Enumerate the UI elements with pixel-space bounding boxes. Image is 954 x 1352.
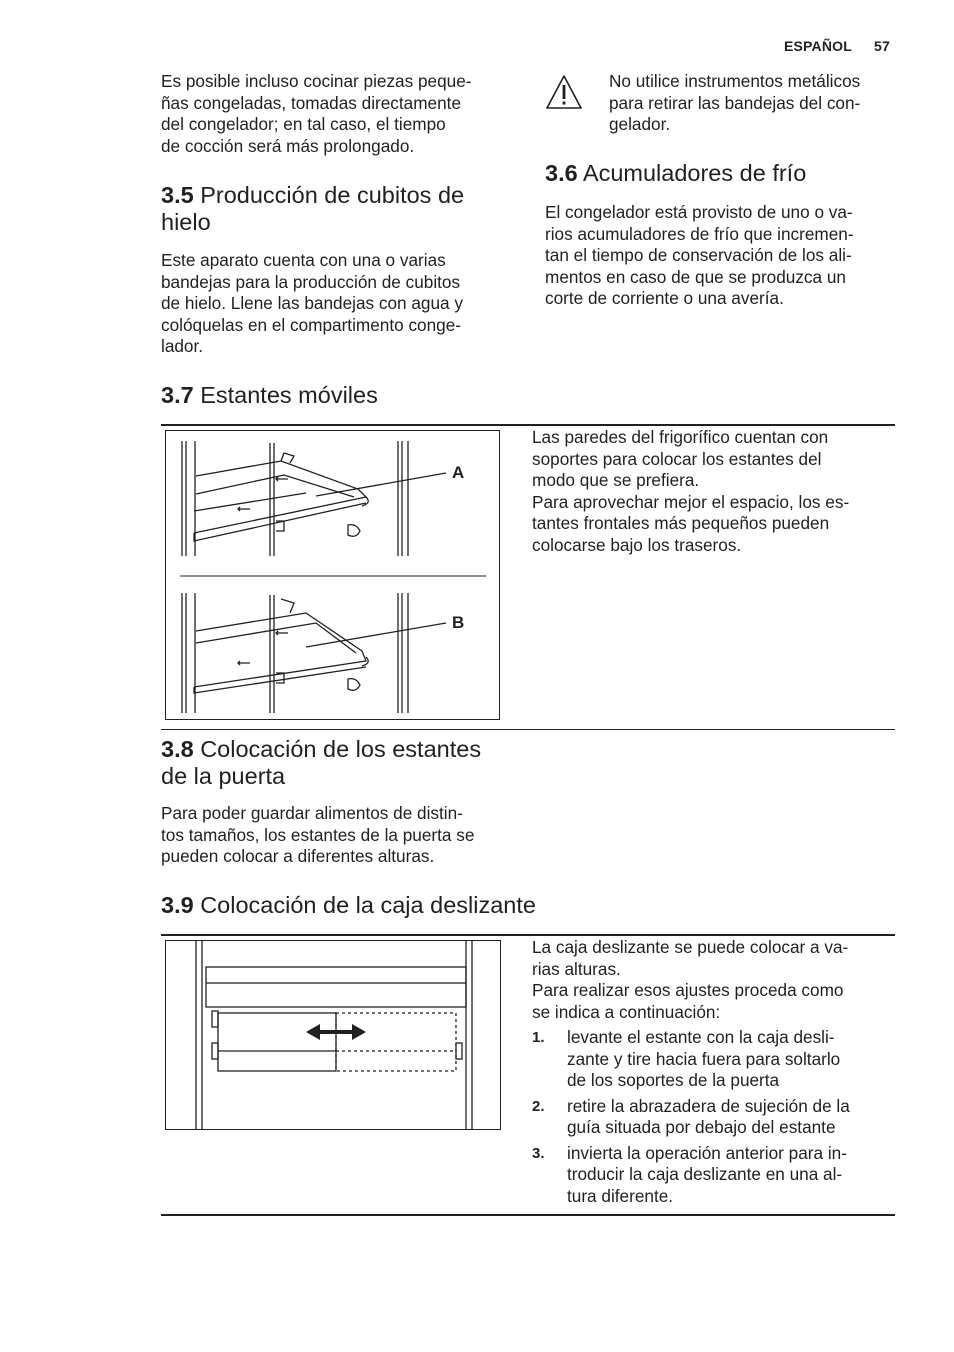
step-text: retire la abrazadera de sujeción de la guía situada por debajo del estante bbox=[567, 1095, 850, 1137]
step-item bbox=[532, 1096, 894, 1139]
sliding-box-illustration bbox=[166, 941, 500, 1129]
step-number: 1. bbox=[532, 1029, 545, 1046]
section-3-5-heading bbox=[161, 182, 521, 236]
section-3-9-text-column bbox=[532, 937, 894, 1211]
section-3-9-number: 3.9 bbox=[161, 892, 194, 918]
steps-list bbox=[532, 1027, 894, 1207]
section-3-7-number: 3.7 bbox=[161, 382, 194, 408]
section-3-8-title: Colocación de los estantes de la puerta bbox=[161, 736, 482, 789]
section-3-7-heading bbox=[161, 382, 761, 409]
warning-text: No utilice instrumentos metálicos para retirar las bandejas del con- gelador. bbox=[609, 71, 861, 134]
step-text: invierta la operación anterior para in- troducir la caja deslizante en una al- tura diferente. bbox=[567, 1142, 847, 1206]
section-3-9-body: La caja deslizante se puede colocar a va- rias alturas. Para realizar esos ajustes proceda como se indica a continuación: bbox=[532, 937, 849, 1022]
section-3-8-body: Para poder guardar alimentos de distin- tos tamaños, los estantes de la puerta se pueden colocar a diferentes alturas. bbox=[161, 803, 475, 866]
section-3-7-bottom-rule bbox=[161, 729, 895, 730]
step-number: 2. bbox=[532, 1097, 545, 1115]
step-item bbox=[532, 1027, 894, 1092]
step-item bbox=[532, 1143, 894, 1208]
shelves-illustration bbox=[166, 431, 499, 719]
header-language: ESPAÑOL bbox=[783, 38, 853, 54]
section-3-7-rule bbox=[161, 424, 895, 426]
section-3-5-title: Producción de cubitos de hielo bbox=[161, 182, 465, 235]
step-text: levante el estante con la caja desli- zante y tire hacia fuera para soltarlo de los soportes de la puerta bbox=[567, 1027, 841, 1090]
section-3-5-number: 3.5 bbox=[161, 182, 194, 208]
section-3-6-number: 3.6 bbox=[545, 160, 578, 186]
section-3-8-heading bbox=[161, 736, 541, 790]
page-header bbox=[784, 38, 890, 54]
section-3-9-rule bbox=[161, 934, 895, 936]
section-3-7-title: Estantes móviles bbox=[200, 382, 378, 408]
section-3-8-number: 3.8 bbox=[161, 736, 194, 762]
warning-triangle-icon bbox=[545, 74, 583, 110]
intro-paragraph: Es posible incluso cocinar piezas peque- ñas congeladas, tomadas directamente del congelador; en tal caso, el tiempo de cocción será más prolongado. bbox=[161, 71, 472, 156]
warning-icon-wrap bbox=[545, 74, 583, 110]
section-3-9-title: Colocación de la caja deslizante bbox=[200, 892, 536, 918]
section-3-9-bottom-rule bbox=[161, 1214, 895, 1216]
figure-label-a: A bbox=[452, 463, 465, 482]
step-number: 3. bbox=[532, 1144, 545, 1162]
shelves-figure bbox=[165, 430, 500, 720]
section-3-6-body: El congelador está provisto de uno o va- rios acumuladores de frío que incremen- tan el tiempo de conservación de los ali- mentos en caso de que se produzca un corte de corriente o una avería. bbox=[545, 202, 854, 308]
section-3-6-heading bbox=[545, 160, 905, 187]
section-3-6-title: Acumuladores de frío bbox=[582, 160, 807, 186]
sliding-box-figure bbox=[165, 940, 501, 1130]
section-3-9-heading bbox=[161, 892, 761, 919]
figure-label-b: B bbox=[452, 613, 465, 632]
section-3-5-body: Este aparato cuenta con una o varias bandejas para la producción de cubitos de hielo. Llene las bandejas con agua y colóquelas en el compartimento conge- lador. bbox=[161, 250, 463, 356]
page-number: 57 bbox=[874, 38, 890, 54]
section-3-7-body: Las paredes del frigorífico cuentan con soportes para colocar los estantes del modo que se prefiera. Para aprovechar mejor el espacio, los es- tantes frontales más pequeños pueden colocarse bajo los traseros. bbox=[532, 427, 850, 555]
